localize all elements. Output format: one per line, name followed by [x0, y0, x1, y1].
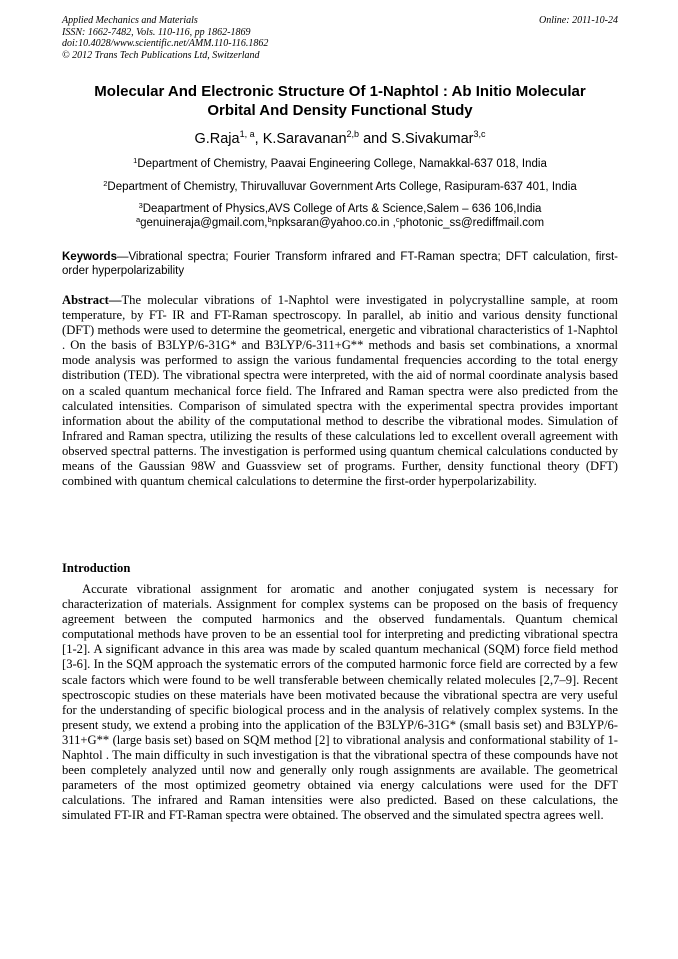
email-mark: a — [135, 215, 141, 224]
author-affiliation-mark: 3,c — [473, 129, 486, 139]
journal-name: Applied Mechanics and Materials — [62, 15, 198, 26]
email-address: npksaran@yahoo.co.in , — [271, 217, 396, 229]
title-line-2: Orbital And Density Functional Study — [207, 102, 473, 119]
title-line-1: Molecular And Electronic Structure Of 1-Naphtol : Ab Initio Molecular — [94, 83, 586, 100]
author-separator: , — [254, 131, 263, 147]
author-name: G.Raja — [194, 131, 240, 147]
email-mark: b — [267, 215, 272, 224]
keywords-paragraph — [62, 250, 618, 278]
copyright-line: © 2012 Trans Tech Publications Ltd, Switzerland — [62, 49, 260, 61]
affiliation-number: 1 — [133, 156, 138, 165]
keywords-label: Keywords — [62, 251, 117, 263]
keywords-text: —Vibrational spectra; Fourier Transform infrared and FT-Raman spectra; DFT calculation, first-order hyperpolarizability — [62, 251, 618, 277]
online-date: Online: 2011-10-24 — [539, 15, 618, 26]
paper-title — [62, 82, 618, 120]
email-address: genuineraja@gmail.com, — [140, 217, 268, 229]
introduction-heading: Introduction — [62, 561, 131, 575]
author-name: S.Sivakumar — [391, 131, 474, 147]
author-separator: and — [359, 131, 392, 147]
journal-header — [62, 15, 618, 61]
affiliation-1 — [62, 157, 618, 171]
abstract-text: The molecular vibrations of 1-Naphtol were investigated in polycrystalline sample, at room temperature, by FT- IR and FT-Raman spectroscopy. In parallel, ab initio and various density functional (DFT) methods were used to determine the geometrical, energetic and vibrational characteristics of 1-Naphtol . On the basis of B3LYP/6-31G* and B3LYP/6-311+G** methods and basis set combinations, a xnormal mode analysis was performed to assign the various fundamental frequencies according to the total energy distribution (TED). The vibrational spectra were interpreted, with the aid of normal coordinate analysis based on a scaled quantum mechanical force field. The Infrared and Raman spectra were also predicted from the calculated intensities. Comparison of simulated spectra with the experimental spectra provides important information about the ability of the computational method to describe the vibrational modes. Simulation of Infrared and Raman spectra, utilizing the results of these calculations led to excellent overall agreement with observed spectral patterns. The investigation is performed using quantum chemical calculations conducted by means of the Gaussian 98W and Guassview set of programs. Further, density functional theory (DFT) combined with quantum chemical calculations to determine the first-order hyperpolarizability. — [62, 293, 618, 489]
email-address: photonic_ss@rediffmail.com — [399, 217, 545, 229]
abstract-paragraph — [62, 293, 618, 489]
affiliation-2 — [62, 180, 618, 194]
author-affiliation-mark: 1, a — [239, 129, 255, 139]
affiliation-3 — [62, 202, 618, 230]
affiliation-text: Deapartment of Physics,AVS College of Arts & Science,Salem – 636 106,India — [142, 203, 542, 215]
doi-line: doi:10.4028/www.scientific.net/AMM.110-116.1862 — [62, 38, 269, 49]
affiliation-text: Department of Chemistry, Thiruvalluvar Government Arts College, Rasipuram-637 401, India — [107, 181, 577, 193]
introduction-paragraph: Accurate vibrational assignment for aromatic and another conjugated system is necessary for characterization of materials. Assignment for complex systems can be proposed on the basis of frequency agreement between the computed harmonics and the observed fundamentals. Quantum chemical computational methods have proven to be an essential tool for interpreting and predicting vibrational spectra [1-2]. A significant advance in this area was made by scaled quantum mechanical (SQM) force field method [3-6]. In the SQM approach the systematic errors of the computed harmonic force field are corrected by a few scale factors which were found to be well transferable between chemically related molecules [2,7–9]. Recent spectroscopic studies on these materials have been motivated because the vibrational spectra are very useful for the understanding of specific biological process and in the analysis of relatively complex systems. In the present study, we extend a probing into the application of the B3LYP/6-31G* (small basis set) and B3LYP/6-311+G** (large basis set) based on SQM method [2] to vibrational analysis and conformational stability of 1-Naphtol . The main difficulty in such investigation is that the vibrational spectra of these compounds have not been completely analyzed until now and generally only rough assignments are available. The geometrical parameters of the most optimized geometry obtained via energy calculations were used for the DFT calculations. The infrared and Raman intensities were also predicted. Based on these calculations, the simulated FT-IR and FT-Raman spectra were obtained. The observed and the simulated spectra agrees well. — [62, 582, 618, 823]
email-mark: c — [395, 215, 400, 224]
affiliation-number: 2 — [103, 179, 108, 188]
author-name: K.Saravanan — [262, 131, 347, 147]
issn-line: ISSN: 1662-7482, Vols. 110-116, pp 1862-1869 — [62, 26, 251, 38]
abstract-label: Abstract— — [62, 293, 122, 307]
author-affiliation-mark: 2,b — [346, 129, 360, 139]
affiliation-text: Department of Chemistry, Paavai Engineering College, Namakkal-637 018, India — [137, 158, 547, 170]
affiliation-number: 3 — [138, 201, 143, 210]
author-list — [62, 130, 618, 148]
email-line — [62, 216, 618, 230]
